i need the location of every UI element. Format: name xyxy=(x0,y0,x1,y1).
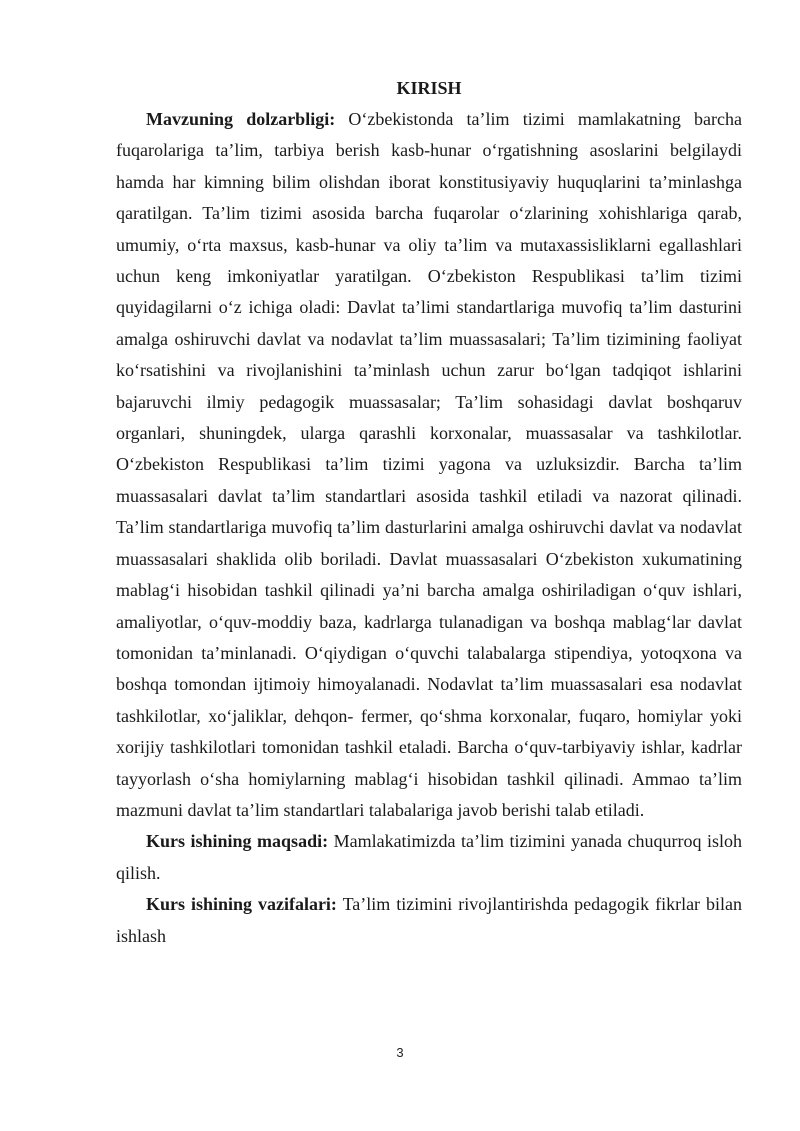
paragraph-text: Mamlakatimizda ta’lim tizimini yanada chuqurroq isloh qilish. xyxy=(116,831,742,883)
paragraph-text: O‘zbekistonda ta’lim tizimi mamlakatning barcha fuqarolariga ta’lim, tarbiya berish kasb-hunar o‘rgatishning asoslarini belgilaydi hamda har kimning bilim olishdan iborat konstitusiyaviy huquqlarini ta’minlashga qaratilgan. Ta’lim tizimi asosida barcha fuqarolar o‘zlarining xohishlariga qarab, umumiy, o‘rta maxsus, kasb-hunar va oliy ta’lim va mutaxassisliklarni egallashlari uchun keng imkoniyatlar yaratilgan. O‘zbekiston Respublikasi ta’lim tizimi quyidagilarni o‘z ichiga oladi: Davlat ta’limi standartlariga muvofiq ta’lim dasturini amalga oshiruvchi davlat va nodavlat ta’lim muassasalari; Ta’lim tizimining faoliyat ko‘rsatishini va rivojlanishini ta’minlash uchun zarur bo‘lgan tadqiqot ishlarini bajaruvchi ilmiy pedagogik muassasalar; Ta’lim sohasidagi davlat boshqaruv organlari, shuningdek, ularga qarashli korxonalar, muassasalar va tashkilotlar. O‘zbekiston Respublikasi ta’lim tizimi yagona va uzluksizdir. Barcha ta’lim muassasalari davlat ta’lim standartlari asosida tashkil etiladi va nazorat qilinadi. Ta’lim standartlariga muvofiq ta’lim dasturlarini amalga oshiruvchi davlat va nodavlat muassasalari shaklida olib boriladi. Davlat muassasalari O‘zbekiston xukumatining mablag‘i hisobidan tashkil qilinadi ya’ni barcha amalga oshiriladigan o‘quv ishlari, amaliyotlar, o‘quv-moddiy baza, kadrlarga tulanadigan va boshqa mablag‘lar davlat tomonidan ta’minlanadi. O‘qiydigan o‘quvchi talabalarga stipendiya, yotoqxona va boshqa tomondan ijtimoiy himoyalanadi. Nodavlat ta’lim muassasalari esa nodavlat tashkilotlar, xo‘jaliklar, dehqon- fermer, qo‘shma korxonalar, fuqaro, homiylar yoki xorijiy tashkilotlari tomonidan tashkil etaladi. Barcha o‘quv-tarbiyaviy ishlar, kadrlar tayyorlash o‘sha homiylarning mablag‘i hisobidan tashkil qilinadi. Ammao ta’lim mazmuni davlat ta’lim standartlari talabalariga javob berishi talab etiladi. xyxy=(116,109,742,820)
paragraph-relevance xyxy=(116,104,742,826)
paragraph-text: Ta’lim tizimini rivojlantirishda pedagogik fikrlar bilan ishlash xyxy=(116,894,742,946)
paragraph-lead: Kurs ishining maqsadi: xyxy=(146,831,329,852)
page-number: 3 xyxy=(396,1045,404,1060)
paragraph-tasks xyxy=(116,889,742,952)
document-page xyxy=(116,76,742,952)
paragraph-lead: Mavzuning dolzarbligi: xyxy=(146,109,336,129)
paragraph-lead: Kurs ishining vazifalari: xyxy=(146,894,337,915)
section-heading: KIRISH xyxy=(396,78,462,98)
paragraph-goal xyxy=(116,826,742,889)
